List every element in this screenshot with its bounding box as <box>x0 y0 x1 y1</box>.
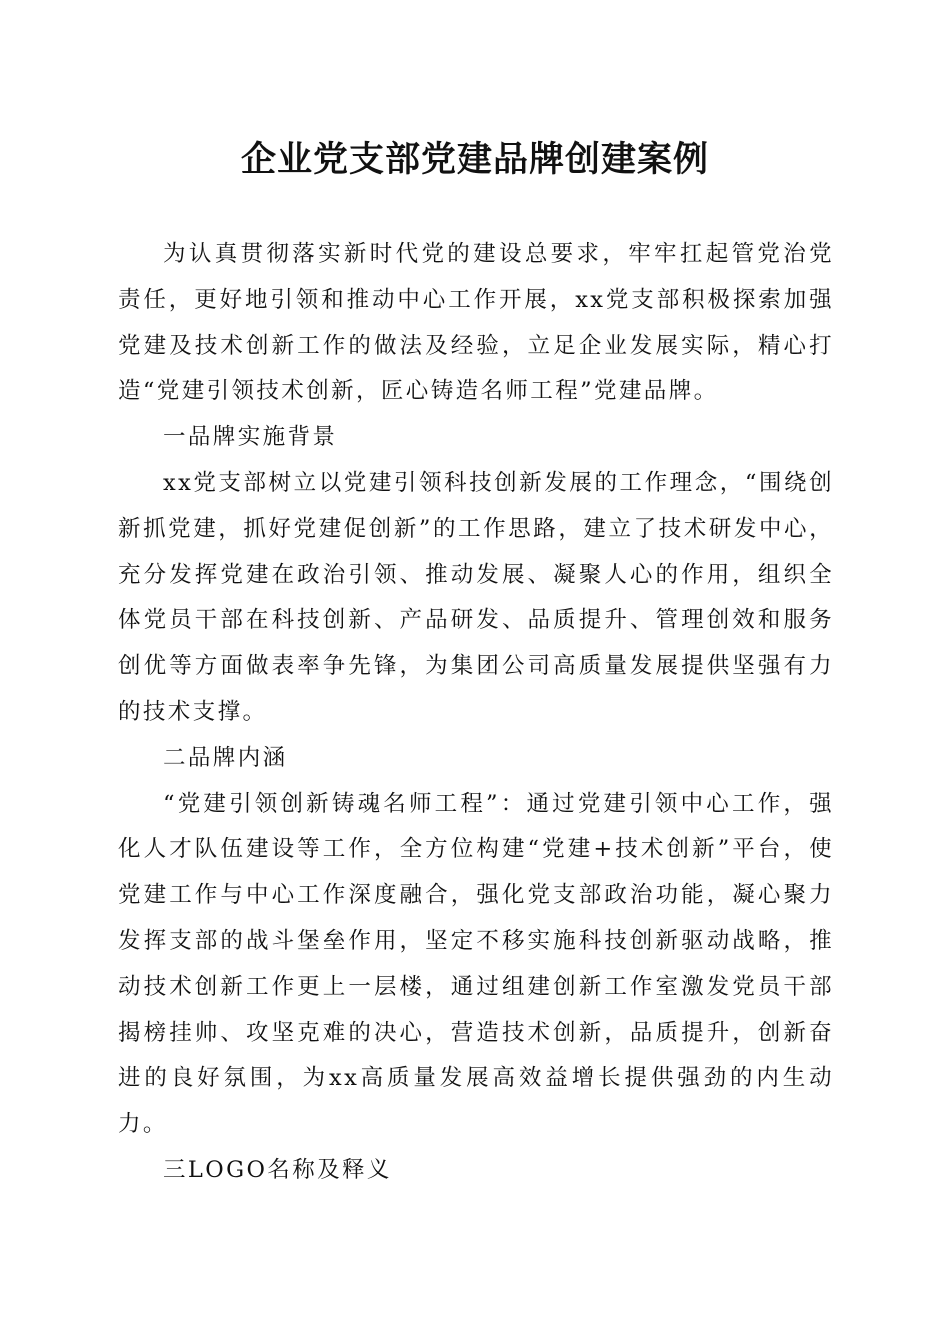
document-body <box>118 232 834 1194</box>
intro-paragraph: 为认真贯彻落实新时代党的建设总要求，牢牢扛起管党治党责任，更好地引领和推动中心工作开展，xx党支部积极探索加强党建及技术创新工作的做法及经验，立足企业发展实际，精心打造“党建引领技术创新，匠心铸造名师工程”党建品牌。 <box>118 241 834 405</box>
section-heading-logo: 三LOGO名称及释义 <box>163 1156 392 1183</box>
background-paragraph: xx党支部树立以党建引领科技创新发展的工作理念，“围绕创新抓党建，抓好党建促创新”的工作思路，建立了技术研发中心，充分发挥党建在政治引领、推动发展、凝聚人心的作用，组织全体党员干部在科技创新、产品研发、品质提升、管理创效和服务创优等方面做表率争先锋，为集团公司高质量发展提供坚强有力的技术支撑。 <box>118 469 834 725</box>
section-heading-connotation: 二品牌内涵 <box>163 744 288 771</box>
section-heading-background: 一品牌实施背景 <box>163 424 338 451</box>
connotation-paragraph: “党建引领创新铸魂名师工程”：通过党建引领中心工作，强化人才队伍建设等工作，全方位构建“党建+技术创新”平台，使党建工作与中心工作深度融合，强化党支部政治功能，凝心聚力发挥支部的战斗堡垒作用，坚定不移实施科技创新驱动战略，推动技术创新工作更上一层楼，通过组建创新工作室激发党员干部揭榜挂帅、攻坚克难的决心，营造技术创新，品质提升，创新奋进的良好氛围，为xx高质量发展高效益增长提供强劲的内生动力。 <box>118 790 834 1138</box>
document-title: 企业党支部党建品牌创建案例 <box>240 139 709 180</box>
